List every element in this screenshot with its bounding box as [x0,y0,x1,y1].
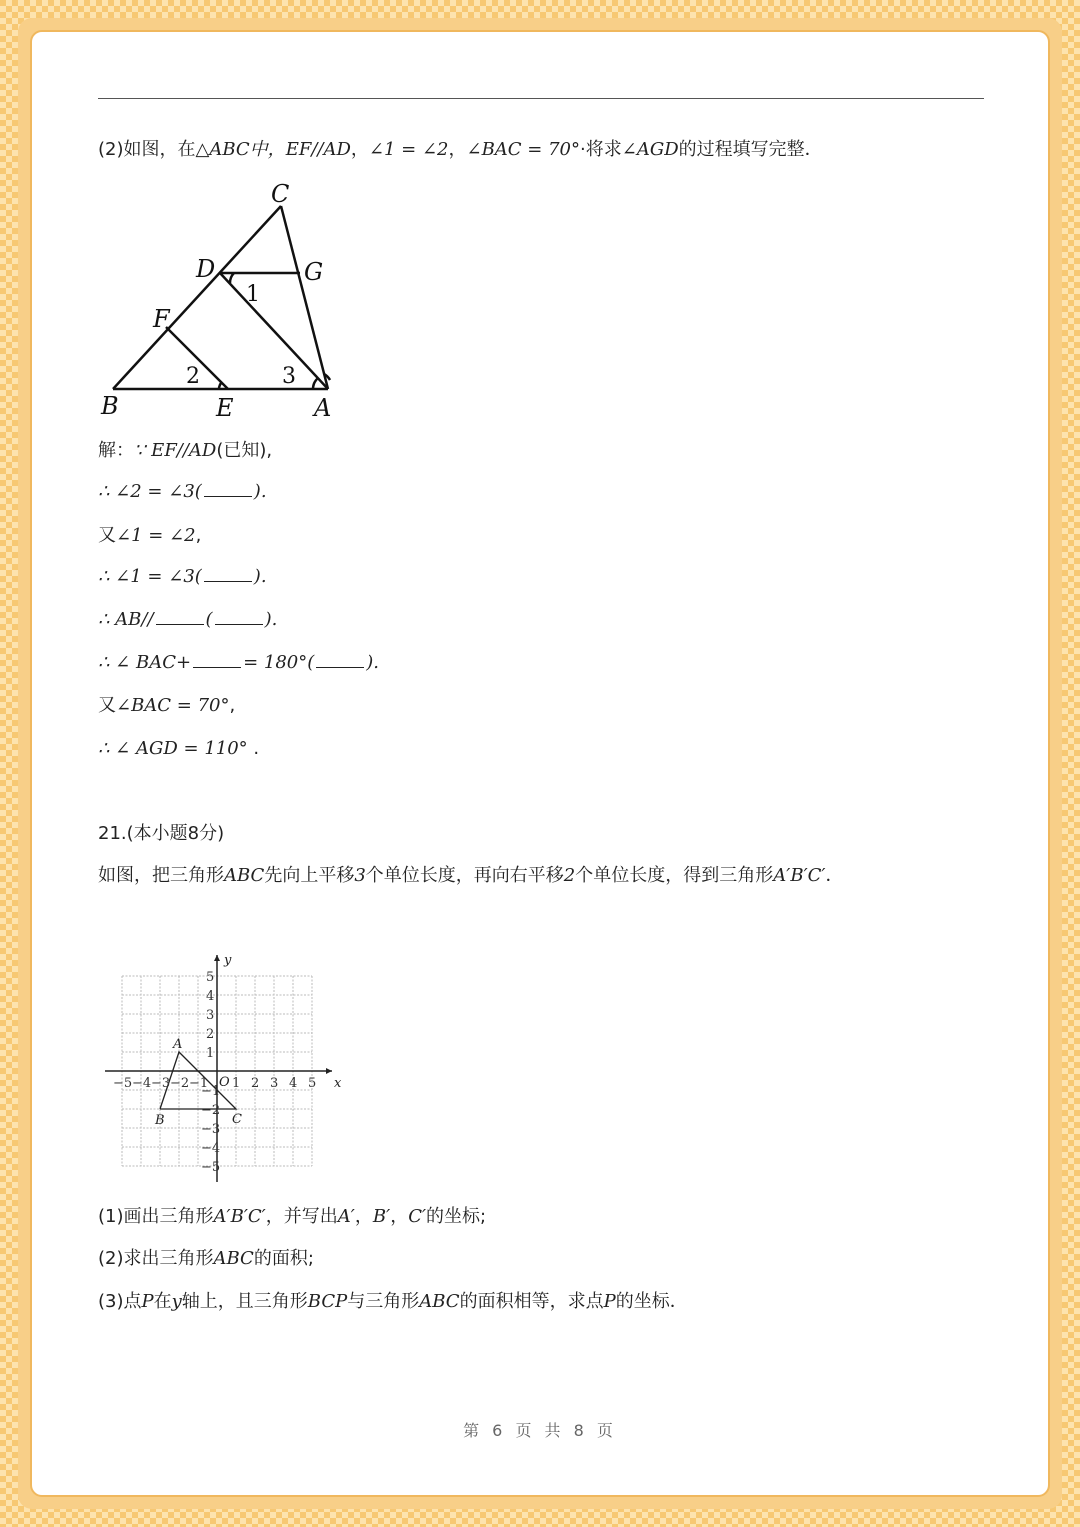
q21-sub1 [98,1203,486,1231]
solution-line-2 [98,478,267,506]
text: 的面积相等，求点 [459,1291,604,1312]
solution-line-7 [98,692,235,720]
y-tick-label: 4 [206,989,215,1004]
math: A′B′C′ [773,865,826,886]
text: 又 [98,525,116,546]
solution-line-3 [98,522,201,550]
math: y [171,1291,182,1312]
label-e: E [216,394,234,422]
text: ， [390,1206,409,1227]
answer-blank[interactable] [193,649,241,668]
text: 如图，把三角形 [98,865,224,886]
q21-sub3 [98,1288,688,1316]
math: ( [205,609,213,630]
angle-arc-1 [230,273,234,283]
text: , [229,695,236,716]
y-tick-label: −3 [201,1122,221,1137]
angle-arc-3 [313,378,318,389]
text: 解： [98,440,134,461]
text: , [195,525,202,546]
point-b-label: B [155,1113,165,1128]
solution-line-6 [98,649,379,677]
math: A′B′C′ [213,1206,266,1227]
label-c: C [271,180,290,208]
label-angle-1: 1 [246,282,260,307]
x-tick-label: 1 [232,1076,241,1091]
math: ABC [213,1248,254,1269]
x-tick-label: −4 [132,1076,152,1091]
page-footer: 第 6 页 共 8 页 [463,1421,617,1440]
text: . [247,738,260,759]
math: ∴ ∠2 = ∠3( [98,481,202,502]
label-angle-3: 3 [282,364,296,389]
y-tick-label: −1 [201,1084,221,1099]
point-c-label: C [232,1112,242,1127]
text: (已知) [216,440,267,461]
y-tick-label: 2 [206,1027,215,1042]
text: 的过程填写完整． [678,139,823,160]
origin-label: O [219,1075,230,1090]
math: 3 [354,865,366,886]
text: 在 [153,1291,172,1312]
x-tick-label: 3 [270,1076,279,1091]
math: 2 [563,865,576,886]
math: ). [253,566,267,587]
answer-blank[interactable] [316,649,364,668]
answer-blank[interactable] [204,563,252,582]
solution-line-1 [98,437,272,465]
math: B′ [372,1206,391,1227]
text: (1)画出三角形 [98,1206,214,1227]
text: 的坐标; [426,1206,487,1227]
math: ∠AGD [621,139,679,160]
x-axis-label: x [334,1076,342,1091]
text: 的坐标． [615,1291,688,1312]
solution-line-8 [98,735,259,763]
x-axis-arrow-icon [326,1068,332,1074]
math: ∠1 = ∠2 [368,139,449,160]
q21-stem [98,862,844,890]
text: 先向上平移 [264,865,355,886]
y-tick-label: −2 [201,1103,221,1118]
math: ∴ ∠ AGD = 110° [98,738,248,759]
x-tick-label: −3 [151,1076,171,1091]
x-tick-label: −5 [113,1076,133,1091]
label-angle-2: 2 [186,364,200,389]
text: ， [448,139,467,160]
x-tick-label: 5 [308,1076,317,1091]
math: P [141,1291,154,1312]
text: 与三角形 [347,1291,420,1312]
triangle-figure [98,176,348,426]
answer-blank[interactable] [204,478,252,497]
math: ∴ AB// [98,609,154,630]
solution-line-4 [98,563,267,591]
math: ∠BAC = 70° [116,695,230,716]
side-ca [281,206,328,389]
text: ， [350,139,369,160]
x-tick-label: 2 [251,1076,260,1091]
math: ABC [419,1291,460,1312]
coordinate-grid-figure [100,950,340,1190]
text: ． [825,865,844,886]
text: (2)求出三角形 [98,1248,214,1269]
text: (3)点 [98,1291,142,1312]
solution-line-5 [98,606,277,634]
y-tick-label: −5 [201,1160,221,1175]
y-axis-arrow-icon [214,955,220,961]
y-axis-label: y [224,953,232,968]
math: △ABC中， [195,139,286,160]
x-tick-label: 4 [289,1076,298,1091]
math: C′ [408,1206,427,1227]
y-tick-label: 3 [206,1008,215,1023]
text: 个单位长度，再向右平移 [365,865,564,886]
text: 的面积; [253,1248,314,1269]
y-tick-label: −4 [201,1141,221,1156]
math: P [603,1291,616,1312]
math: ∠BAC = 70° [466,139,580,160]
math: ABC [224,865,265,886]
segment-da [220,273,328,389]
text: 又 [98,695,116,716]
math: ). [366,652,379,673]
math: = 180°( [243,652,315,673]
x-tick-label: −1 [189,1076,209,1091]
math: ). [253,481,267,502]
label-a: A [314,394,332,422]
label-b: B [101,392,119,420]
answer-blank[interactable] [156,606,204,625]
answer-blank[interactable] [215,606,263,625]
math: ). [264,609,278,630]
text: , [266,440,273,461]
y-tick-label: 5 [206,970,215,985]
q21-sub2 [98,1245,314,1273]
text: 轴上，且三角形 [181,1291,308,1312]
math: BCP [307,1291,348,1312]
math: ∠1 = ∠2 [116,525,196,546]
q21-header: 21.(本小题8分) [98,823,225,844]
q20-part2-statement [98,136,823,164]
x-tick-label: −2 [170,1076,190,1091]
math: ∴ ∠1 = ∠3( [98,566,202,587]
y-tick-label: 1 [206,1046,215,1061]
text: ，并写出 [265,1206,338,1227]
label-g: G [304,258,324,286]
text: (2)如图，在 [98,139,196,160]
text: ， [354,1206,373,1227]
text: ·将求 [580,139,622,160]
math: A′ [337,1206,355,1227]
label-d: D [196,255,216,283]
text: 个单位长度，得到三角形 [575,865,774,886]
point-a-label: A [173,1037,183,1052]
header-rule [98,98,984,99]
label-f: F [153,305,170,333]
math: ∵ EF//AD [134,440,217,461]
math: ∴ ∠ BAC+ [98,652,192,673]
math: EF//AD [285,139,351,160]
